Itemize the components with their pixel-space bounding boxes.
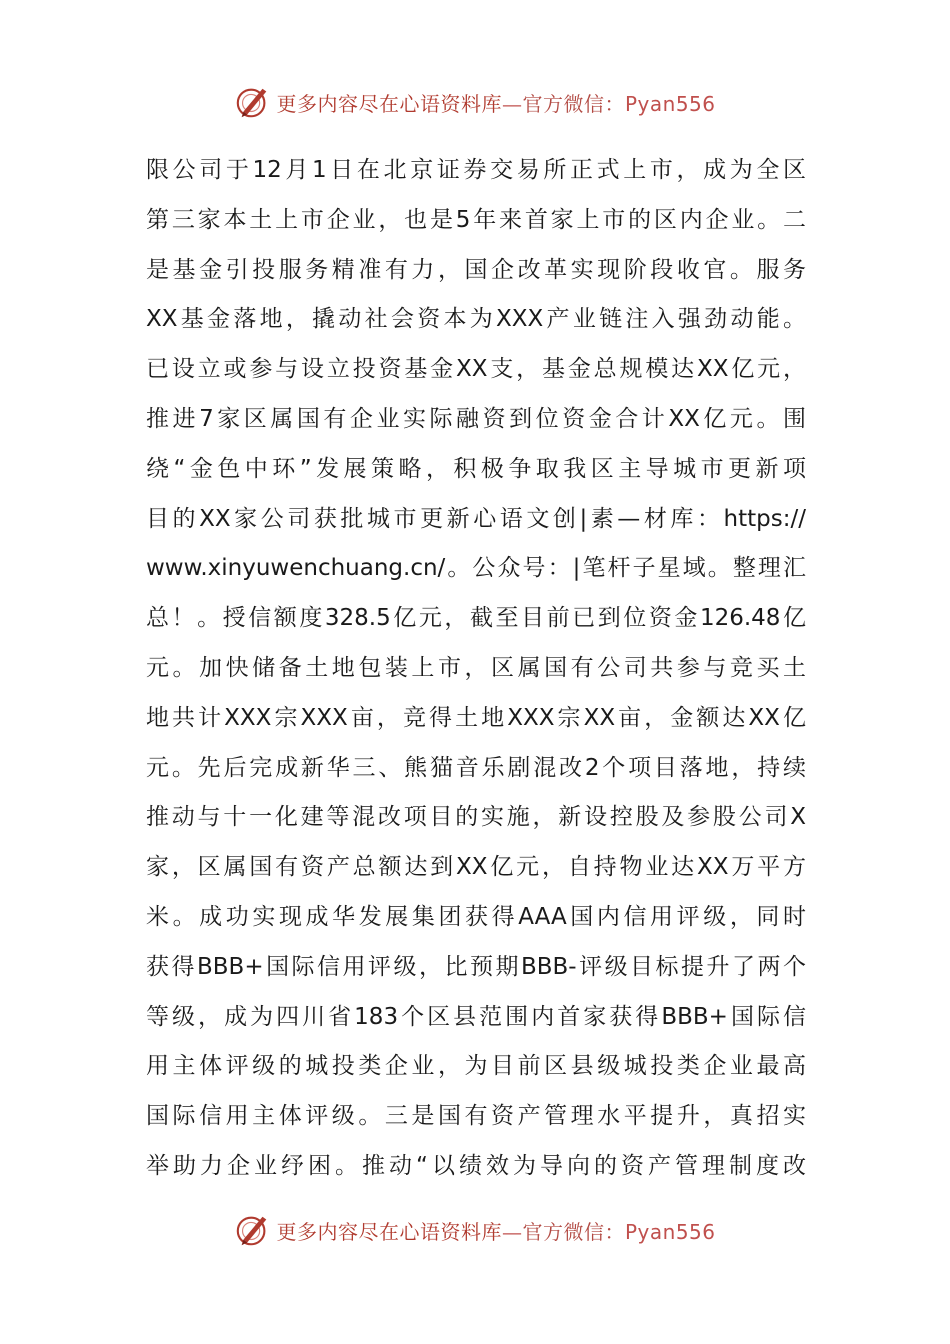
text-line: 元。先后完成新华三、熊猫音乐剧混改2个项目落地，持续 <box>146 754 806 781</box>
document-body <box>146 146 806 1192</box>
text-line: 举助力企业纾困。推动“以绩效为导向的资产管理制度改 <box>146 1152 806 1179</box>
text-line: 米。成功实现成华发展集团获得AAA国内信用评级，同时 <box>146 903 806 930</box>
pen-logo-icon <box>234 1211 272 1249</box>
text-line: www.xinyuwenchuang.cn/。公众号：|笔杆子星域。整理汇 <box>146 555 806 582</box>
banner-wechat-label: 官方微信： <box>522 1219 625 1244</box>
text-line: 地共计XXX宗XXX亩，竞得土地XXX宗XX亩，金额达XX亿 <box>146 704 806 731</box>
header-banner <box>0 82 950 122</box>
text-line: 推进7家区属国有企业实际融资到位资金合计XX亿元。围 <box>146 405 806 432</box>
text-line: 目的XX家公司获批城市更新心语文创|素—材库：https:// <box>146 505 806 532</box>
text-line: 已设立或参与设立投资基金XX支，基金总规模达XX亿元， <box>146 356 806 383</box>
pen-logo-icon <box>234 83 272 121</box>
text-line: 元。加快储备土地包装上市，区属国有公司共参与竞买土 <box>146 654 806 681</box>
banner-dash: — <box>501 1219 523 1244</box>
banner-dash: — <box>501 91 523 116</box>
text-line: 总！。授信额度328.5亿元，截至目前已到位资金126.48亿 <box>146 605 806 632</box>
text-line: XX基金落地，撬动社会资本为XXX产业链注入强劲动能。 <box>146 306 806 333</box>
text-line: 限公司于12月1日在北京证券交易所正式上市，成为全区 <box>146 157 806 183</box>
text-line: 用主体评级的城投类企业，为目前区县级城投类企业最高 <box>146 1053 806 1080</box>
text-line: 国际信用主体评级。三是国有资产管理水平提升，真招实 <box>146 1103 806 1130</box>
text-line: 推动与十一化建等混改项目的实施，新设控股及参股公司X <box>146 804 806 831</box>
banner-wechat-id: Pyan556 <box>624 91 716 116</box>
footer-banner-text <box>276 1216 715 1245</box>
header-banner-text <box>276 88 715 117</box>
text-line: 获得BBB+国际信用评级，比预期BBB-评级目标提升了两个 <box>146 953 806 980</box>
text-line: 是基金引投服务精准有力，国企改革实现阶段收官。服务 <box>146 256 806 283</box>
banner-wechat-label: 官方微信： <box>522 91 625 116</box>
text-line: 家，区属国有资产总额达到XX亿元，自持物业达XX万平方 <box>146 854 806 881</box>
text-line: 第三家本土上市企业，也是5年来首家上市的区内企业。二 <box>146 206 806 233</box>
text-line: 等级，成为四川省183个区县范围内首家获得BBB+国际信 <box>146 1003 806 1030</box>
banner-brand: 更多内容尽在心语资料库 <box>276 1219 502 1244</box>
footer-banner <box>0 1210 950 1250</box>
text-line: 绕“金色中环”发展策略，积极争取我区主导城市更新项 <box>146 455 806 482</box>
banner-brand: 更多内容尽在心语资料库 <box>276 91 502 116</box>
banner-wechat-id: Pyan556 <box>624 1219 716 1244</box>
